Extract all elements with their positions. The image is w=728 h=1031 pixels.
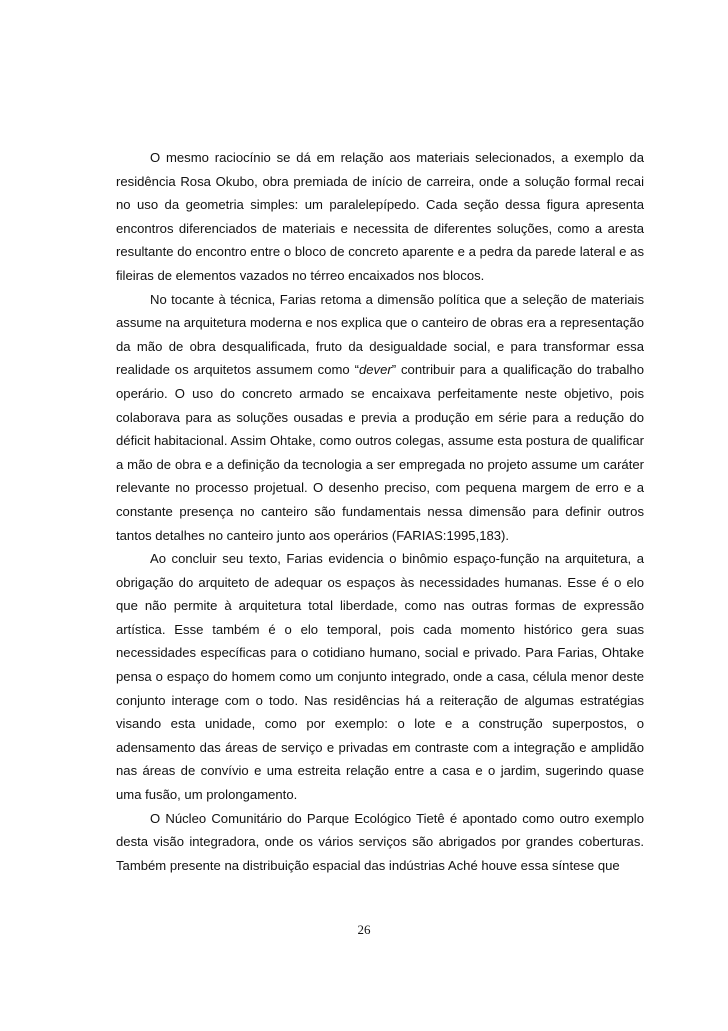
paragraph-1: O mesmo raciocínio se dá em relação aos materiais selecionados, a exemplo da residência Rosa Okubo, obra premiada de início de carreira, onde a solução formal recai no uso da geometria simples: um paralelepípedo. Cada seção dessa figura apresenta encontros diferenciados de materiais e necessita de diferentes soluções, como a aresta resultante do encontro entre o bloco de concreto aparente e a pedra da parede lateral e as fileiras de elementos vazados no térreo encaixados nos blocos. — [116, 150, 644, 283]
paragraph-3: Ao concluir seu texto, Farias evidencia o binômio espaço-função na arquitetura, a obrigação do arquiteto de adequar os espaços às necessidades humanas. Esse é o elo que não permite à arquitetura total liberdade, como nas outras formas de expressão artística. Esse também é o elo temporal, pois cada momento histórico gera suas necessidades específicas para o cotidiano humano, social e privado. Para Farias, Ohtake pensa o espaço do homem como um conjunto integrado, onde a casa, célula menor deste conjunto interage com o todo. Nas residências há a reiteração de algumas estratégias visando esta unidade, como por exemplo: o lote e a construção superpostos, o adensamento das áreas de serviço e privadas em contraste com a integração e amplidão nas áreas de convívio e uma estreita relação entre a casa e o jardim, sugerindo quase uma fusão, um prolongamento. — [116, 551, 644, 803]
page-number: 26 — [357, 922, 371, 937]
paragraph-4: O Núcleo Comunitário do Parque Ecológico Tietê é apontado como outro exemplo desta visão integradora, onde os vários serviços são abrigados por grandes coberturas. Também presente na distribuição espacial das indústrias Aché houve essa síntese que — [116, 810, 644, 873]
paragraph-2-text-b: ” contribuir para a qualificação do trabalho operário. O uso do concreto armado se encaixava perfeitamente neste objetivo, pois colaborava para as soluções ousadas e previa a produção em série para a redução do déficit habitacional. Assim Ohtake, como outros colegas, assume esta postura de qualificar a mão de obra e a definição da tecnologia a ser empregada no projeto assume um caráter relevante no processo projetual. O desenho preciso, com pequena margem de erro e a constante presença no canteiro são fundamentais nessa dimensão para definir outros tantos detalhes no canteiro junto aos operários (FARIAS:1995,183). — [116, 362, 644, 543]
body-text — [116, 146, 644, 877]
paragraph-2-text-a: No tocante à técnica, Farias retoma a dimensão política que a seleção de materiais assume na arquitetura moderna e nos explica que o canteiro de obras era a representação da mão de obra desqualificada, fruto da desigualdade social, e para transformar essa realidade os arquitetos assumem como “ — [116, 291, 644, 378]
paragraph-2 — [116, 288, 644, 548]
paragraph-2-emphasis: dever — [358, 362, 392, 378]
